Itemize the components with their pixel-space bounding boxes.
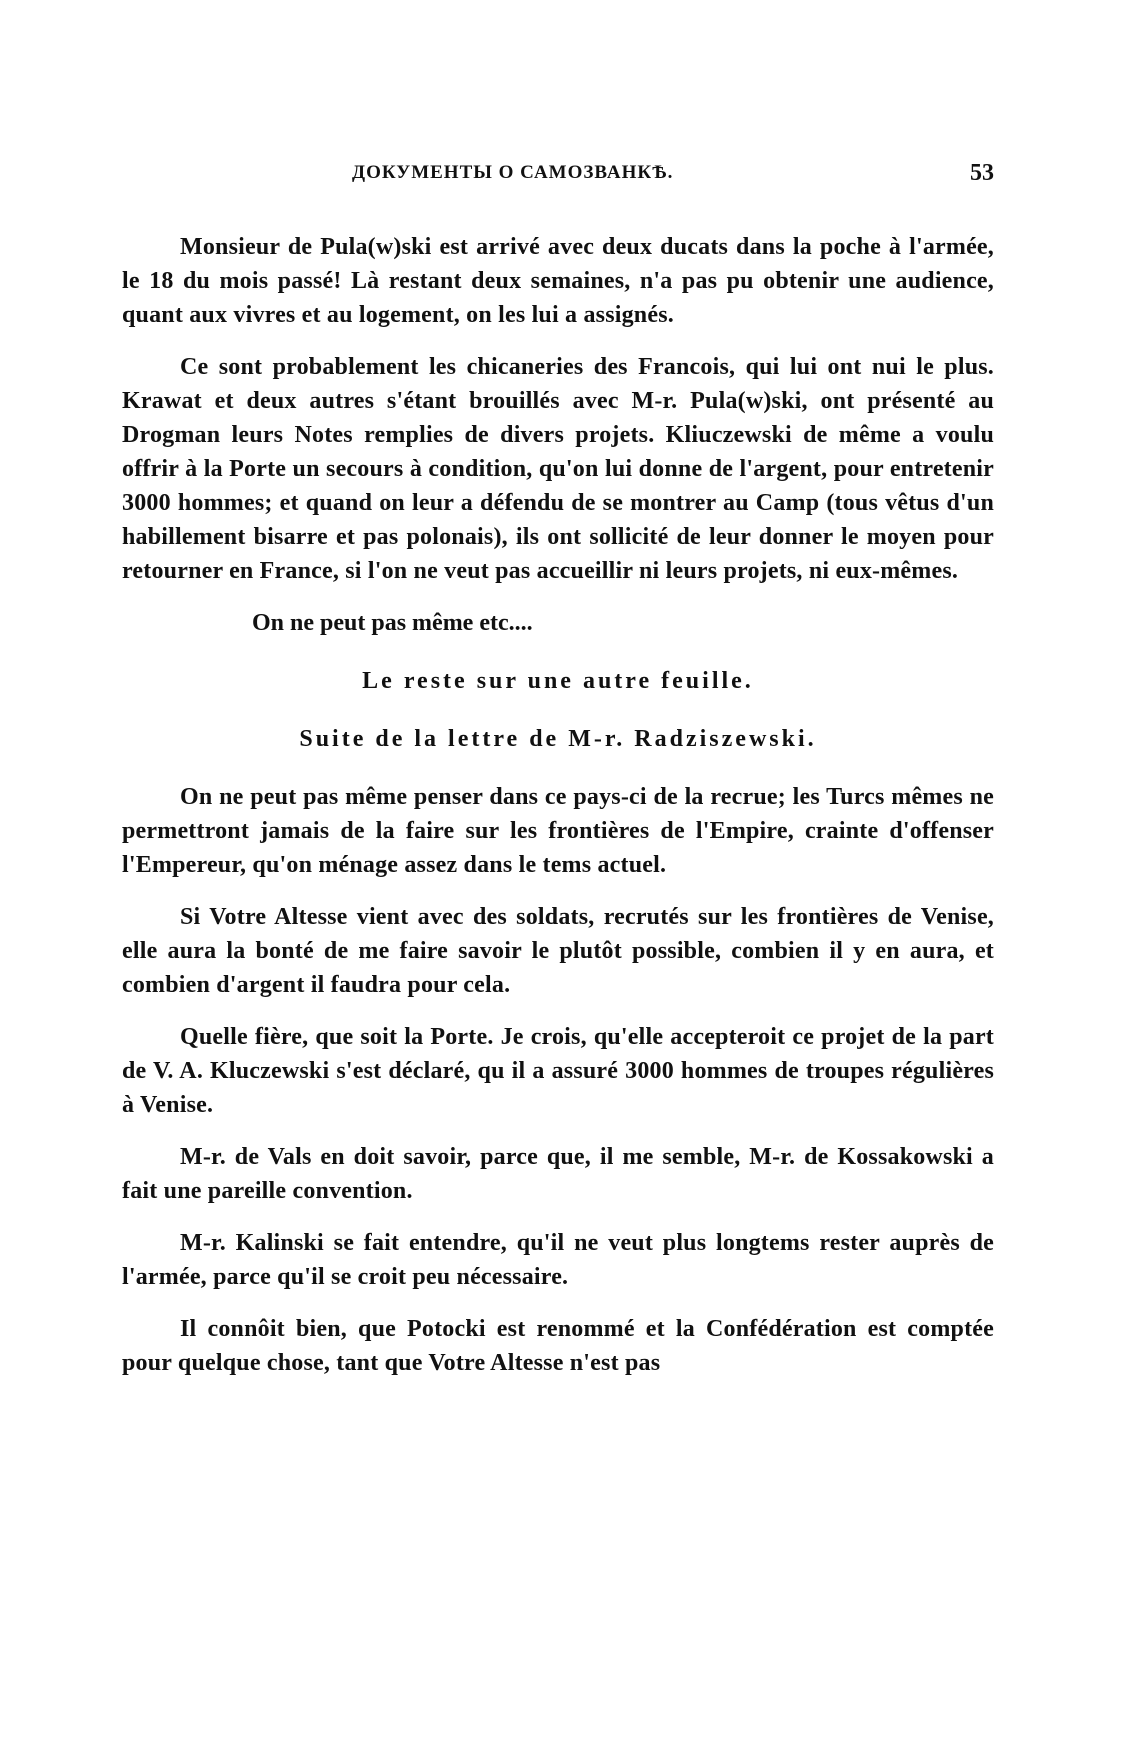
paragraph-6: M-r. de Vals en doit savoir, parce que, il me semble, M-r. de Kossakowski a fait une pareille convention. [122,1144,994,1204]
document-page [122,160,994,1398]
paragraph-4: Si Votre Altesse vient avec des soldats, recrutés sur les frontières de Venise, elle aura la bonté de me faire savoir le plutôt possible, combien il y en aura, et combien d'argent il faudra pour cela. [122,904,994,998]
paragraph-7: M-r. Kalinski se fait entendre, qu'il ne veut plus longtems rester auprès de l'armée, parce qu'il se croit peu nécessaire. [122,1230,994,1290]
section-title: Suite de la lettre de M-r. Radziszewski. [299,726,817,752]
paragraph-1: Monsieur de Pula(w)ski est arrivé avec deux ducats dans la poche à l'armée, le 18 du mois passé! Là restant deux semaines, n'a pas pu obtenir une audience, quant aux vivres et au logement, on les lui a assignés. [122,234,994,328]
paragraph-3: On ne peut pas même penser dans ce pays-ci de la recrue; les Turcs mêmes ne permettront jamais de la faire sur les frontières de l'Empire, crainte d'offenser l'Empereur, qu'on ménage assez dans le tems actuel. [122,784,994,878]
trailing-line: On ne peut pas même etc.... [252,610,533,636]
paragraph-8: Il connôit bien, que Potocki est renommé et la Confédération est comptée pour quelque chose, tant que Votre Altesse n'est pas [122,1316,994,1376]
page-number: 53 [970,160,994,186]
paragraph-2: Ce sont probablement les chicaneries des Francois, qui lui ont nui le plus. Krawat et deux autres s'étant brouillés avec M-r. Pula(w)ski, ont présenté au Drogman leurs Notes remplies de divers projets. Kliuczewski de même a voulu offrir à la Porte un secours à condition, qu'on lui donne de l'argent, pour entretenir 3000 hommes; et quand on leur a défendu de se montrer au Camp (tous vêtus d'un habillement bisarre et pas polonais), ils ont sollicité de leur donner le moyen pour retourner en France, si l'on ne veut pas accueillir ni leurs projets, ni eux-mêmes. [122,354,994,584]
note-line: Le reste sur une autre feuille. [362,668,754,694]
page-header [122,160,994,204]
paragraph-5: Quelle fière, que soit la Porte. Je crois, qu'elle accepteroit ce projet de la part de V. A. Kluczewski s'est déclaré, qu il a assuré 3000 hommes de troupes régulières à Venise. [122,1024,994,1118]
running-title: ДОКУМЕНТЫ О САМОЗВАНКѢ. [352,162,674,183]
